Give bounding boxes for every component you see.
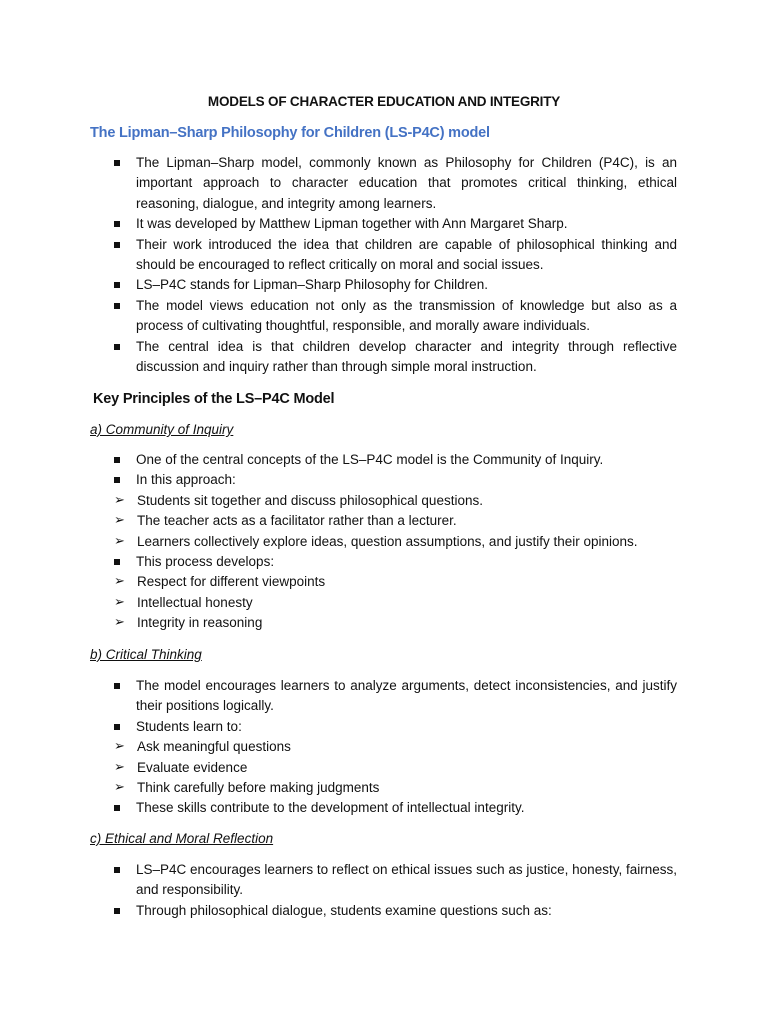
list-item-text: This process develops:	[136, 554, 275, 570]
arrowhead-bullet-icon: ➢	[114, 739, 125, 755]
list-item-text: In this approach:	[136, 472, 236, 488]
sub-list-item: ➢ Think carefully before making judgments	[114, 778, 677, 798]
sub-list-item: ➢ Ask meaningful questions	[114, 737, 677, 757]
develops-sub-list	[114, 572, 677, 633]
list-item	[114, 552, 677, 634]
ethical-bullet-list	[114, 860, 677, 921]
arrowhead-bullet-icon: ➢	[114, 780, 125, 796]
list-item: It was developed by Matthew Lipman together with Ann Margaret Sharp.	[114, 214, 677, 234]
section-heading: The Lipman–Sharp Philosophy for Children (LS-P4C) model	[90, 125, 490, 141]
list-item: LS–P4C stands for Lipman–Sharp Philosophy for Children.	[114, 275, 677, 295]
list-item: The central idea is that children develop character and integrity through reflective discussion and inquiry rather than through simple moral instruction.	[114, 337, 677, 378]
list-item: One of the central concepts of the LS–P4C model is the Community of Inquiry.	[114, 450, 677, 470]
list-item	[114, 717, 677, 799]
sub-list-item: ➢ Intellectual honesty	[114, 593, 677, 613]
sub-list-item: ➢ Learners collectively explore ideas, question assumptions, and justify their opinions.	[114, 532, 677, 552]
arrowhead-bullet-icon: ➢	[114, 513, 125, 529]
list-item: The model views education not only as the transmission of knowledge but also as a process of cultivating thoughtful, responsible, and morally aware individuals.	[114, 296, 677, 337]
list-item: LS–P4C encourages learners to reflect on ethical issues such as justice, honesty, fairness, and responsibility.	[114, 860, 677, 901]
list-item	[114, 470, 677, 552]
ethical-reflection-heading: c) Ethical and Moral Reflection	[90, 831, 274, 846]
list-item: These skills contribute to the development of intellectual integrity.	[114, 798, 677, 818]
sub-list-item: ➢ Respect for different viewpoints	[114, 572, 677, 592]
sub-list-item: ➢ The teacher acts as a facilitator rather than a lecturer.	[114, 511, 677, 531]
arrowhead-bullet-icon: ➢	[114, 759, 125, 775]
sub-list-item: ➢ Evaluate evidence	[114, 758, 677, 778]
community-bullet-list	[114, 450, 677, 634]
list-item: The Lipman–Sharp model, commonly known as Philosophy for Children (P4C), is an important approach to character education that promotes critical thinking, ethical reasoning, dialogue, and integrity among learners.	[114, 153, 677, 214]
arrowhead-bullet-icon: ➢	[114, 533, 125, 549]
learn-sub-list	[114, 737, 677, 798]
critical-bullet-list	[114, 676, 677, 819]
community-of-inquiry-heading: a) Community of Inquiry	[90, 422, 234, 437]
intro-bullet-list	[114, 153, 677, 377]
critical-thinking-heading: b) Critical Thinking	[90, 647, 202, 662]
arrowhead-bullet-icon: ➢	[114, 594, 125, 610]
arrowhead-bullet-icon: ➢	[114, 492, 125, 508]
list-item-text: Students learn to:	[136, 718, 242, 734]
sub-list-item: ➢ Integrity in reasoning	[114, 613, 677, 633]
list-item: Their work introduced the idea that children are capable of philosophical thinking and should be encouraged to reflect critically on moral and social issues.	[114, 235, 677, 276]
key-principles-heading: Key Principles of the LS–P4C Model	[93, 391, 335, 407]
list-item: Through philosophical dialogue, students examine questions such as:	[114, 901, 677, 921]
arrowhead-bullet-icon: ➢	[114, 615, 125, 631]
list-item: The model encourages learners to analyze arguments, detect inconsistencies, and justify their positions logically.	[114, 676, 677, 717]
arrowhead-bullet-icon: ➢	[114, 574, 125, 590]
document-title: MODELS OF CHARACTER EDUCATION AND INTEGRITY	[207, 94, 561, 109]
sub-list-item: ➢ Students sit together and discuss philosophical questions.	[114, 491, 677, 511]
approach-sub-list	[114, 491, 677, 552]
